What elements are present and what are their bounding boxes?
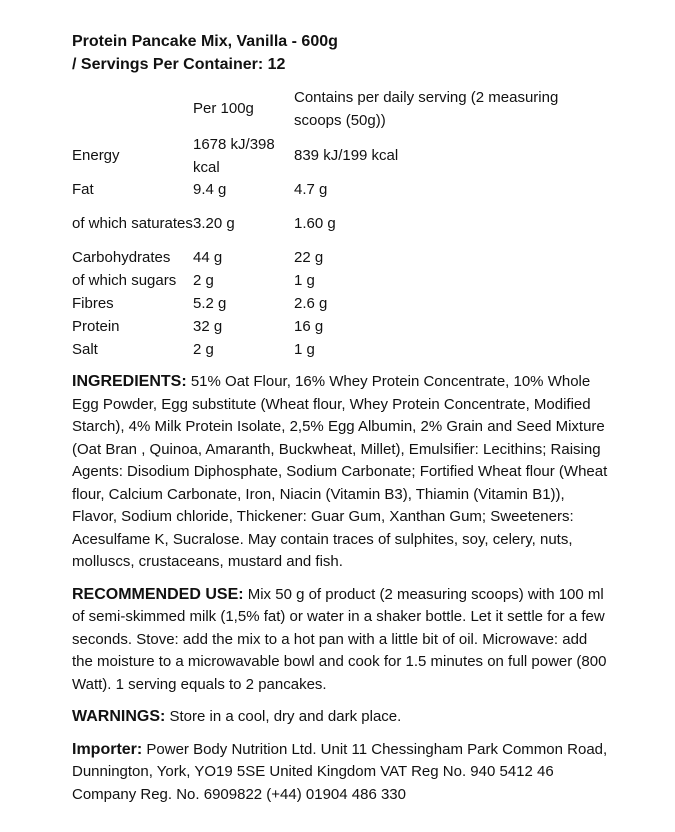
nutrition-row-salt: [72, 339, 584, 362]
nutrition-header-nutrient: [72, 85, 193, 134]
ingredients-section: [72, 371, 612, 574]
warnings-section: [72, 706, 612, 729]
nutrient-name: Salt: [72, 341, 98, 359]
nutrition-row-saturates: [72, 202, 584, 247]
nutrition-row-sugars: [72, 270, 584, 293]
nutrition-row-fibres: [72, 293, 584, 316]
nutrient-per100g: 1678 kJ/398 kcal: [193, 136, 275, 176]
nutrition-row-fat: [72, 179, 584, 202]
product-title: [72, 30, 612, 76]
nutrient-per-serving: 16 g: [294, 318, 324, 336]
recommended-use-label: RECOMMENDED USE:: [72, 585, 244, 603]
importer-text: Power Body Nutrition Ltd. Unit 11 Chessingham Park Common Road, Dunnington, York, YO19 5SE United Kingdom VAT Reg No. 940 5412 46 Company Reg. No. 6909822 (+44) 01904 486 330: [72, 740, 608, 803]
recommended-use-section: [72, 584, 612, 697]
product-title-line2: / Servings Per Container: 12: [72, 56, 286, 73]
nutrient-name: of which sugars: [72, 272, 177, 290]
ingredients-text: 51% Oat Flour, 16% Whey Protein Concentrate, 10% Whole Egg Powder, Egg substitute (Wheat flour, Whey Protein Concentrate, Modified Starch), 4% Milk Protein Isolate, 2,5% Egg Albumin, 2% Grain and Seed Mixture (Oat Bran , Quinoa, Amaranth, Buckwheat, Millet), Emulsifier: Lecithins; Raising Agents: Disodium Diphosphate, Sodium Carbonate; Fortified Wheat flour (Wheat flour, Calcium Carbonate, Iron, Niacin (Vitamin B3), Thiamin (Vitamin B1)), Flavor, Sodium chloride, Thickener: Guar Gum, Xanthan Gum; Sweeteners: Acesulfame K, Sucralose. May contain traces of sulphites, soy, celery, nuts, molluscs, crustaceans, mustard and fish.: [72, 373, 608, 570]
nutrition-header-row: [72, 85, 584, 134]
nutrient-per-serving: 839 kJ/199 kcal: [294, 147, 399, 165]
nutrient-per100g: 9.4 g: [193, 181, 227, 199]
product-title-line1: Protein Pancake Mix, Vanilla - 600g: [72, 33, 338, 50]
nutrient-per100g: 2 g: [193, 341, 214, 359]
nutrient-per100g: 5.2 g: [193, 295, 227, 313]
ingredients-label: INGREDIENTS:: [72, 373, 187, 390]
nutrient-per-serving: 22 g: [294, 249, 324, 267]
recommended-use-text: Mix 50 g of product (2 measuring scoops) with 100 ml of semi-skimmed milk (1,5% fat) or water in a shaker bottle. Let it settle for a few seconds. Stove: add the mix to a hot pan with a little bit of oil. Microwave: add the moisture to a microwavable bowl and cook for 1.5 minutes on full power (800 Watt). 1 serving equals to 2 pancakes.: [72, 585, 607, 693]
nutrient-name: Protein: [72, 318, 120, 336]
nutrition-header-per100g: Per 100g: [193, 100, 254, 118]
product-info-page: [72, 30, 612, 806]
nutrient-per-serving: 1.60 g: [294, 215, 336, 233]
nutrient-name: Fibres: [72, 295, 114, 313]
nutrient-per-serving: 1 g: [294, 341, 315, 359]
nutrient-name: of which saturates: [72, 215, 193, 233]
nutrient-per100g: 2 g: [193, 272, 214, 290]
nutrient-name: Energy: [72, 147, 120, 165]
nutrient-name: Carbohydrates: [72, 249, 171, 267]
nutrient-per100g: 44 g: [193, 249, 223, 267]
warnings-label: WARNINGS:: [72, 708, 166, 725]
nutrient-name: Fat: [72, 181, 94, 199]
nutrition-row-protein: [72, 316, 584, 339]
nutrition-table: [72, 85, 584, 362]
nutrition-row-carbohydrates: [72, 247, 584, 270]
nutrition-row-energy: [72, 134, 584, 179]
warnings-text: Store in a cool, dry and dark place.: [165, 708, 402, 725]
nutrient-per-serving: 1 g: [294, 272, 315, 290]
importer-label: Importer:: [72, 740, 143, 758]
nutrient-per100g: 32 g: [193, 318, 223, 336]
nutrient-per100g: 3.20 g: [193, 215, 235, 233]
nutrient-per-serving: 2.6 g: [294, 295, 328, 313]
importer-section: [72, 739, 612, 807]
nutrient-per-serving: 4.7 g: [294, 181, 328, 199]
nutrition-header-per-serving: Contains per daily serving (2 measuring scoops (50g)): [294, 89, 559, 129]
